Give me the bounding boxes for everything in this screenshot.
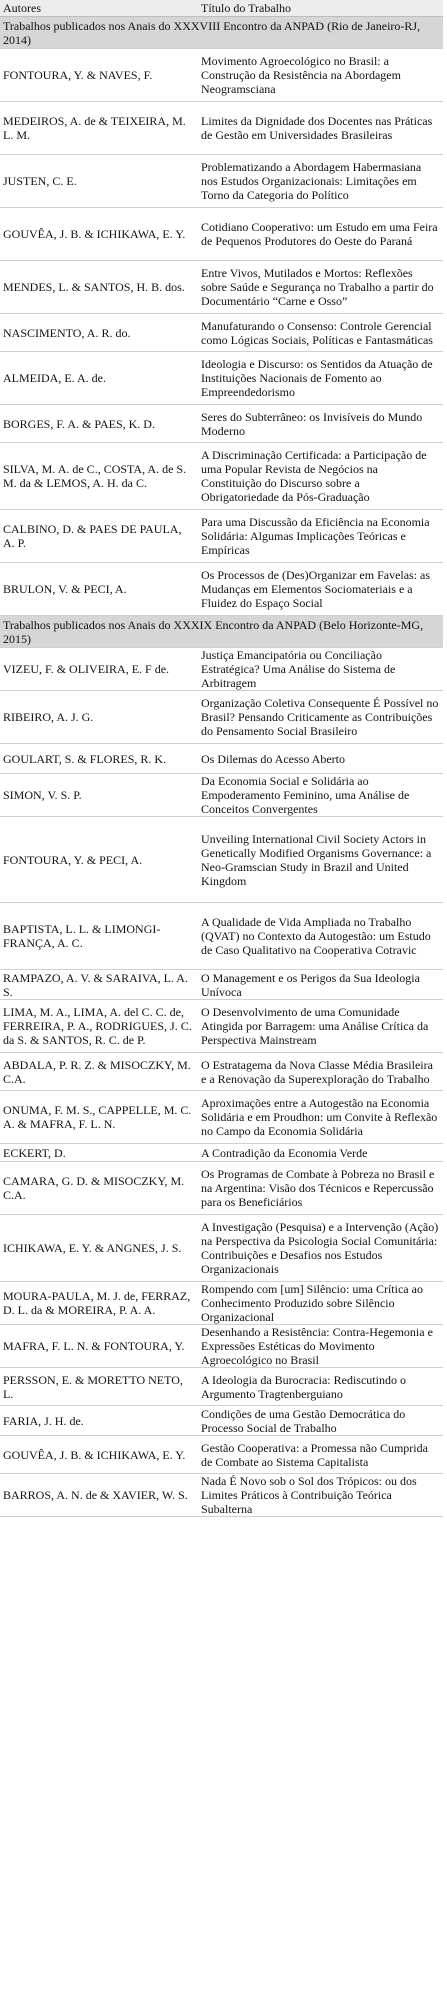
table-row — [0, 903, 443, 970]
authors-cell: FONTOURA, Y. & NAVES, F. — [0, 49, 198, 102]
table-row — [0, 817, 443, 903]
authors-cell: RIBEIRO, A. J. G. — [0, 691, 198, 744]
table-row — [0, 352, 443, 405]
section-heading-row — [0, 616, 443, 648]
title-cell: O Management e os Perigos da Sua Ideologia Unívoca — [198, 970, 443, 1000]
title-cell: Rompendo com [um] Silêncio: uma Crítica ao Conhecimento Produzido sobre Silêncio Organizacional — [198, 1282, 443, 1325]
table-row — [0, 443, 443, 510]
title-cell: O Desenvolvimento de uma Comunidade Atingida por Barragem: uma Análise Crítica da Perspectiva Mainstream — [198, 1000, 443, 1053]
title-cell: Unveiling International Civil Society Actors in Genetically Modified Organisms Governance: a Neo-Gramscian Study in Brazil and United Kingdom — [198, 817, 443, 903]
table-row — [0, 1162, 443, 1215]
section-heading: Trabalhos publicados nos Anais do XXXIX Encontro da ANPAD (Belo Horizonte-MG, 2015) — [0, 616, 443, 648]
title-cell: Entre Vivos, Mutilados e Mortos: Reflexões sobre Saúde e Segurança no Trabalho a partir do Documentário “Carne e Osso” — [198, 261, 443, 314]
table-row — [0, 1406, 443, 1436]
authors-cell: RAMPAZO, A. V. & SARAIVA, L. A. S. — [0, 970, 198, 1000]
table-row — [0, 774, 443, 817]
section-heading: Trabalhos publicados nos Anais do XXXVIII Encontro da ANPAD (Rio de Janeiro-RJ, 2014) — [0, 17, 443, 49]
authors-cell: SILVA, M. A. de C., COSTA, A. de S. M. da & LEMOS, A. H. da C. — [0, 443, 198, 510]
table-row — [0, 1000, 443, 1053]
authors-cell: BARROS, A. N. de & XAVIER, W. S. — [0, 1474, 198, 1517]
title-cell: Desenhando a Resistência: Contra-Hegemonia e Expressões Estéticas do Movimento Agroecológico no Brasil — [198, 1325, 443, 1368]
table-body — [0, 17, 443, 1517]
authors-cell: CALBINO, D. & PAES DE PAULA, A. P. — [0, 510, 198, 563]
table-row — [0, 102, 443, 155]
title-cell: Os Processos de (Des)Organizar em Favelas: as Mudanças em Elementos Sociomateriais e a Fluidez do Espaço Social — [198, 563, 443, 616]
authors-cell: PERSSON, E. & MORETTO NETO, L. — [0, 1368, 198, 1406]
authors-cell: SIMON, V. S. P. — [0, 774, 198, 817]
table-row — [0, 1215, 443, 1282]
title-cell: Gestão Cooperativa: a Promessa não Cumprida de Combate ao Sistema Capitalista — [198, 1436, 443, 1474]
authors-cell: GOUVÊA, J. B. & ICHIKAWA, E. Y. — [0, 208, 198, 261]
authors-cell: MAFRA, F. L. N. & FONTOURA, Y. — [0, 1325, 198, 1368]
table-row — [0, 314, 443, 352]
authors-cell: NASCIMENTO, A. R. do. — [0, 314, 198, 352]
title-cell: A Ideologia da Burocracia: Rediscutindo o Argumento Tragtenberguiano — [198, 1368, 443, 1406]
authors-cell: FARIA, J. H. de. — [0, 1406, 198, 1436]
title-cell: Nada É Novo sob o Sol dos Trópicos: ou dos Limites Práticos à Contribuição Teórica Subalterna — [198, 1474, 443, 1517]
table-row — [0, 563, 443, 616]
table-row — [0, 1144, 443, 1162]
title-cell: Aproximações entre a Autogestão na Economia Solidária e em Proudhon: um Convite à Reflexão no Campo da Economia Solidária — [198, 1091, 443, 1144]
authors-cell: GOUVÊA, J. B. & ICHIKAWA, E. Y. — [0, 1436, 198, 1474]
authors-cell: LIMA, M. A., LIMA, A. del C. C. de, FERREIRA, P. A., RODRIGUES, J. C. da S. & SANTOS, R. C. de P. — [0, 1000, 198, 1053]
authors-cell: JUSTEN, C. E. — [0, 155, 198, 208]
authors-cell: ABDALA, P. R. Z. & MISOCZKY, M. C.A. — [0, 1053, 198, 1091]
authors-cell: ICHIKAWA, E. Y. & ANGNES, J. S. — [0, 1215, 198, 1282]
title-cell: A Investigação (Pesquisa) e a Intervenção (Ação) na Perspectiva da Psicologia Social Comunitária: Contribuições e Desafios nos Estudos Organizacionais — [198, 1215, 443, 1282]
authors-cell: MOURA-PAULA, M. J. de, FERRAZ, D. L. da & MOREIRA, P. A. A. — [0, 1282, 198, 1325]
table-row — [0, 1368, 443, 1406]
header-authors: Autores — [0, 0, 198, 17]
authors-cell: VIZEU, F. & OLIVEIRA, E. F de. — [0, 648, 198, 691]
table-row — [0, 510, 443, 563]
authors-cell: MENDES, L. & SANTOS, H. B. dos. — [0, 261, 198, 314]
table-row — [0, 744, 443, 774]
table-row — [0, 1091, 443, 1144]
table-row — [0, 1282, 443, 1325]
title-cell: Os Programas de Combate à Pobreza no Brasil e na Argentina: Visão dos Técnicos e Repercussão para os Beneficiários — [198, 1162, 443, 1215]
title-cell: Seres do Subterrâneo: os Invisíveis do Mundo Moderno — [198, 405, 443, 443]
section-heading-row — [0, 17, 443, 49]
authors-cell: BAPTISTA, L. L. & LIMONGI-FRANÇA, A. C. — [0, 903, 198, 970]
title-cell: A Qualidade de Vida Ampliada no Trabalho (QVAT) no Contexto da Autogestão: um Estudo de Caso Qualitativo na Cooperativa Cotravic — [198, 903, 443, 970]
table-row — [0, 49, 443, 102]
title-cell: O Estratagema da Nova Classe Média Brasileira e a Renovação da Superexploração do Trabalho — [198, 1053, 443, 1091]
table-header — [0, 0, 443, 17]
table-row — [0, 1436, 443, 1474]
table-row — [0, 261, 443, 314]
table-row — [0, 970, 443, 1000]
table-row — [0, 1325, 443, 1368]
table-row — [0, 648, 443, 691]
title-cell: Problematizando a Abordagem Habermasiana nos Estudos Organizacionais: Limitações em Torno da Categoria do Político — [198, 155, 443, 208]
title-cell: Os Dilemas do Acesso Aberto — [198, 744, 443, 774]
authors-cell: FONTOURA, Y. & PECI, A. — [0, 817, 198, 903]
header-title: Título do Trabalho — [198, 0, 443, 17]
title-cell: Condições de uma Gestão Democrática do Processo Social de Trabalho — [198, 1406, 443, 1436]
authors-cell: CAMARA, G. D. & MISOCZKY, M. C.A. — [0, 1162, 198, 1215]
authors-cell: ONUMA, F. M. S., CAPPELLE, M. C. A. & MAFRA, F. L. N. — [0, 1091, 198, 1144]
title-cell: Movimento Agroecológico no Brasil: a Construção da Resistência na Abordagem Neogramsciana — [198, 49, 443, 102]
authors-cell: BRULON, V. & PECI, A. — [0, 563, 198, 616]
table-row — [0, 1474, 443, 1517]
authors-cell: MEDEIROS, A. de & TEIXEIRA, M. L. M. — [0, 102, 198, 155]
title-cell: Manufaturando o Consenso: Controle Gerencial como Lógicas Sociais, Políticas e Fantasmáticas — [198, 314, 443, 352]
header-row — [0, 0, 443, 17]
title-cell: Da Economia Social e Solidária ao Empoderamento Feminino, uma Análise de Conceitos Convergentes — [198, 774, 443, 817]
table-row — [0, 155, 443, 208]
title-cell: A Contradição da Economia Verde — [198, 1144, 443, 1162]
title-cell: Organização Coletiva Consequente É Possível no Brasil? Pensando Criticamente as Contribuições do Pensamento Social Brasileiro — [198, 691, 443, 744]
title-cell: Justiça Emancipatória ou Conciliação Estratégica? Uma Análise do Sistema de Arbitragem — [198, 648, 443, 691]
authors-cell: ECKERT, D. — [0, 1144, 198, 1162]
title-cell: A Discriminação Certificada: a Participação de uma Popular Revista de Negócios na Constituição do Discurso sobre a Obrigatoriedade da Pós-Graduação — [198, 443, 443, 510]
title-cell: Limites da Dignidade dos Docentes nas Práticas de Gestão em Universidades Brasileiras — [198, 102, 443, 155]
table-row — [0, 405, 443, 443]
table-row — [0, 208, 443, 261]
title-cell: Para uma Discussão da Eficiência na Economia Solidária: Algumas Implicações Teóricas e Empíricas — [198, 510, 443, 563]
authors-cell: BORGES, F. A. & PAES, K. D. — [0, 405, 198, 443]
title-cell: Ideologia e Discurso: os Sentidos da Atuação de Instituições Nacionais de Fomento ao Empreendedorismo — [198, 352, 443, 405]
table-row — [0, 691, 443, 744]
title-cell: Cotidiano Cooperativo: um Estudo em uma Feira de Pequenos Produtores do Oeste do Paraná — [198, 208, 443, 261]
authors-cell: GOULART, S. & FLORES, R. K. — [0, 744, 198, 774]
authors-cell: ALMEIDA, E. A. de. — [0, 352, 198, 405]
table-row — [0, 1053, 443, 1091]
